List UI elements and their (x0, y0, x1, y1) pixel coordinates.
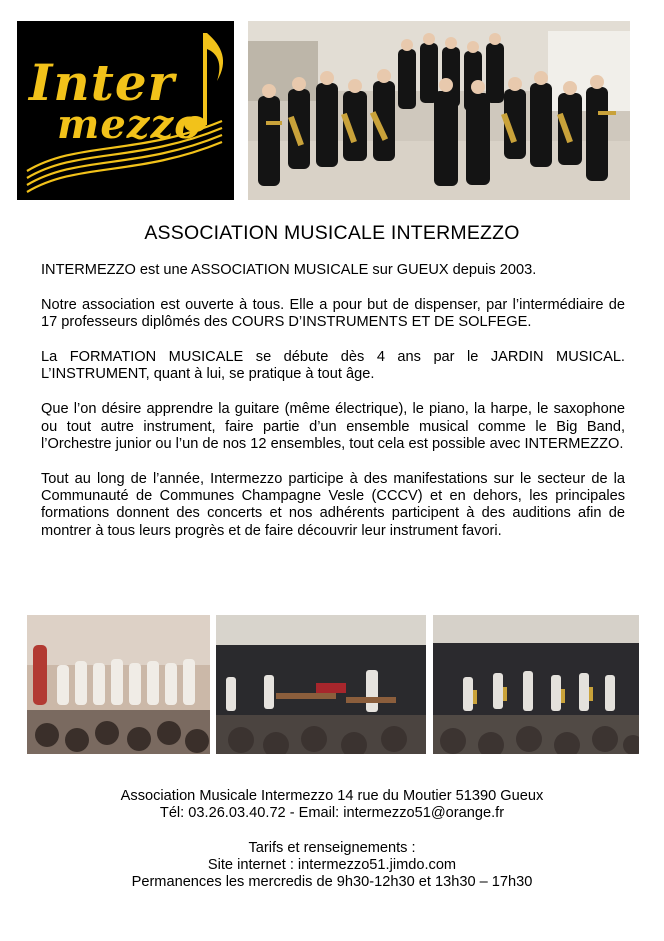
footer-phone-email: Tél: 03.26.03.40.72 - Email: intermezzo51@orange.fr (159, 805, 505, 822)
paragraph-instruments: Que l’on désire apprendre la guitare (même électrique), le piano, la harpe, le saxophone ou tout autre instrument, faire partie d’un ensemble musical comme le Big Band, l’Orchestre junior ou l’un de nos 12 ensembles, tout cela est possible avec INTERMEZZO. (41, 401, 625, 452)
percussion-concert-photo (216, 615, 426, 754)
ensemble-group-photo (248, 21, 630, 200)
logo-word-mezzo: mezzo (57, 101, 202, 148)
footer-info-heading: Tarifs et renseignements : (248, 839, 416, 856)
body-text (41, 262, 625, 558)
paragraph-intro: INTERMEZZO est une ASSOCIATION MUSICALE sur GUEUX depuis 2003. (41, 262, 537, 278)
paragraph-formation: La FORMATION MUSICALE se débute dès 4 ans par le JARDIN MUSICAL. L’INSTRUMENT, quant à lui, se pratique à tout âge. (41, 349, 625, 383)
logo-word-inter: Inter (29, 53, 175, 112)
footer-website: Site internet : intermezzo51.jimdo.com (207, 857, 457, 874)
intermezzo-logo (17, 21, 234, 200)
page-title: ASSOCIATION MUSICALE INTERMEZZO (144, 222, 520, 244)
big-band-concert-photo (433, 615, 639, 754)
choir-photo (27, 615, 210, 754)
footer-hours: Permanences les mercredis de 9h30-12h30 et 13h30 – 17h30 (131, 874, 533, 891)
paragraph-association: Notre association est ouverte à tous. Elle a pour but de dispenser, par l’intermédiaire de 17 professeurs diplômés des COURS D’INSTRUMENTS ET DE SOLFEGE. (41, 296, 625, 331)
footer-contact (0, 788, 664, 892)
footer-address: Association Musicale Intermezzo 14 rue du Moutier 51390 Gueux (120, 788, 544, 804)
paragraph-events: Tout au long de l’année, Intermezzo participe à des manifestations sur le secteur de la Communauté de Communes Champagne Vesle (CCCV) et en dehors, les principales formations donnent des concerts et nos adhérents participent à des auditions afin de montrer à tous leurs progrès et de faire découvrir leur instrument favori. (41, 470, 625, 539)
